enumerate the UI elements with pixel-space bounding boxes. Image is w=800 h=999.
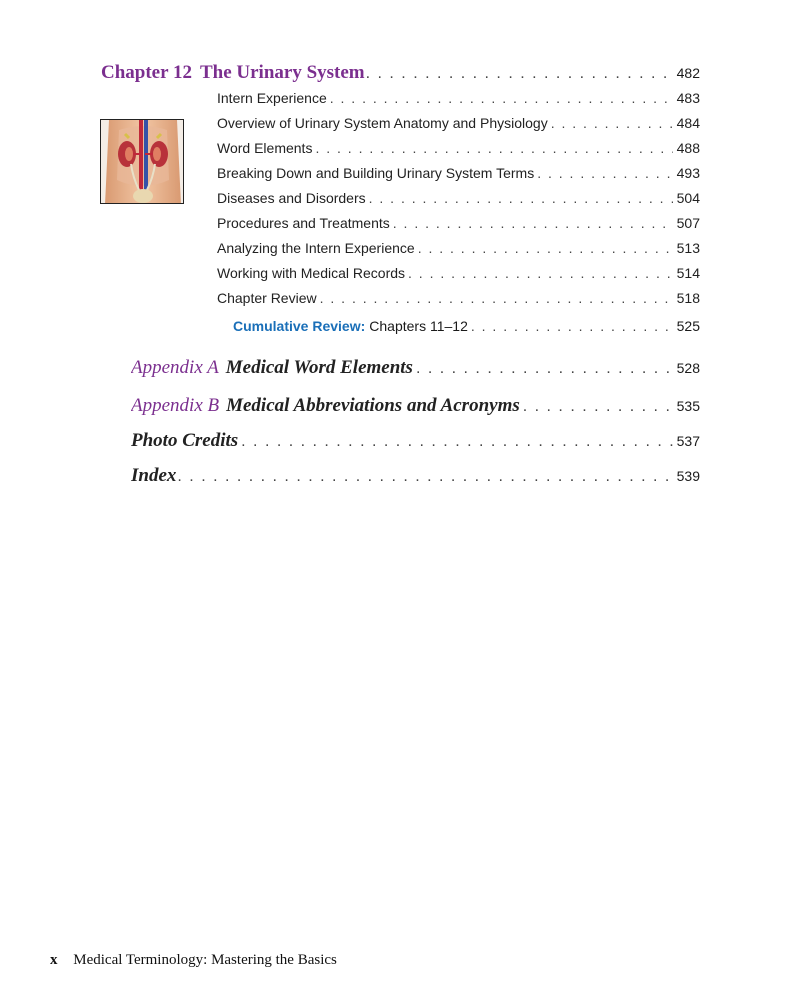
entry-title: Procedures and Treatments: [217, 215, 390, 231]
leader-dots: [523, 398, 673, 416]
toc-entry[interactable]: [217, 115, 700, 131]
page-number: 488: [676, 140, 700, 156]
chapter-label: Chapter 12: [101, 62, 192, 83]
toc-entry[interactable]: [217, 240, 700, 256]
appendix-label: Appendix A: [131, 357, 219, 378]
cumulative-review-label: Cumulative Review:: [233, 318, 366, 334]
leader-dots: [416, 360, 673, 378]
toc-entry[interactable]: [217, 165, 700, 181]
section-title: Photo Credits: [131, 430, 239, 451]
page-number: 528: [676, 360, 700, 376]
leader-dots: [537, 165, 672, 181]
entry-title: Intern Experience: [217, 90, 327, 106]
folio: x: [50, 952, 58, 968]
appendix-label: Appendix B: [131, 395, 220, 416]
appendix-b-entry[interactable]: [131, 395, 700, 417]
page-number: 504: [676, 190, 700, 206]
cumulative-review-text: Chapters 11–12: [369, 318, 468, 334]
entry-title: Chapter Review: [217, 290, 317, 306]
appendix-a-entry[interactable]: [131, 357, 700, 379]
page-number: 535: [676, 398, 700, 414]
index-entry[interactable]: [131, 465, 700, 487]
leader-dots: [241, 433, 672, 451]
section-title: Index: [131, 465, 177, 486]
toc-entry[interactable]: [217, 190, 700, 206]
page-number: 518: [676, 290, 700, 306]
toc-entry[interactable]: [217, 290, 700, 306]
book-title: Medical Terminology: Mastering the Basics: [73, 952, 337, 968]
appendix-title: Medical Abbreviations and Acronyms: [226, 395, 520, 416]
entry-title: Diseases and Disorders: [217, 190, 366, 206]
leader-dots: [551, 115, 673, 131]
photo-credits-entry[interactable]: [131, 430, 700, 452]
page-number: 514: [676, 265, 700, 281]
leader-dots: [320, 290, 673, 306]
leader-dots: [330, 90, 673, 106]
leader-dots: [315, 140, 672, 156]
leader-dots: [418, 240, 673, 256]
entry-title: Overview of Urinary System Anatomy and Physiology: [217, 115, 548, 131]
entry-title: Breaking Down and Building Urinary System Terms: [217, 165, 535, 181]
entry-title: Analyzing the Intern Experience: [217, 240, 415, 256]
page-number: 507: [676, 215, 700, 231]
leader-dots: [393, 215, 673, 231]
entry-title: Word Elements: [217, 140, 313, 156]
cumulative-review-entry[interactable]: [233, 318, 700, 334]
page-number: 482: [676, 65, 700, 81]
page-footer: [50, 952, 337, 969]
leader-dots: [366, 65, 673, 83]
page-number: 539: [676, 468, 700, 484]
page-number: 484: [676, 115, 700, 131]
appendix-title: Medical Word Elements: [225, 357, 413, 378]
page-number: 525: [676, 318, 700, 334]
leader-dots: [369, 190, 673, 206]
chapter-title: The Urinary System: [199, 62, 365, 83]
toc-entry[interactable]: [217, 265, 700, 281]
chapter-heading[interactable]: [101, 62, 700, 84]
toc-entry[interactable]: [217, 140, 700, 156]
urinary-system-illustration-icon: [100, 119, 184, 204]
page-number: 493: [676, 165, 700, 181]
page-number: 513: [676, 240, 700, 256]
entry-title: Working with Medical Records: [217, 265, 406, 281]
toc-entry[interactable]: [217, 215, 700, 231]
toc-entry[interactable]: [217, 90, 700, 106]
leader-dots: [177, 468, 672, 486]
page-number: 537: [676, 433, 700, 449]
page-number: 483: [676, 90, 700, 106]
leader-dots: [471, 318, 673, 334]
leader-dots: [408, 265, 673, 281]
